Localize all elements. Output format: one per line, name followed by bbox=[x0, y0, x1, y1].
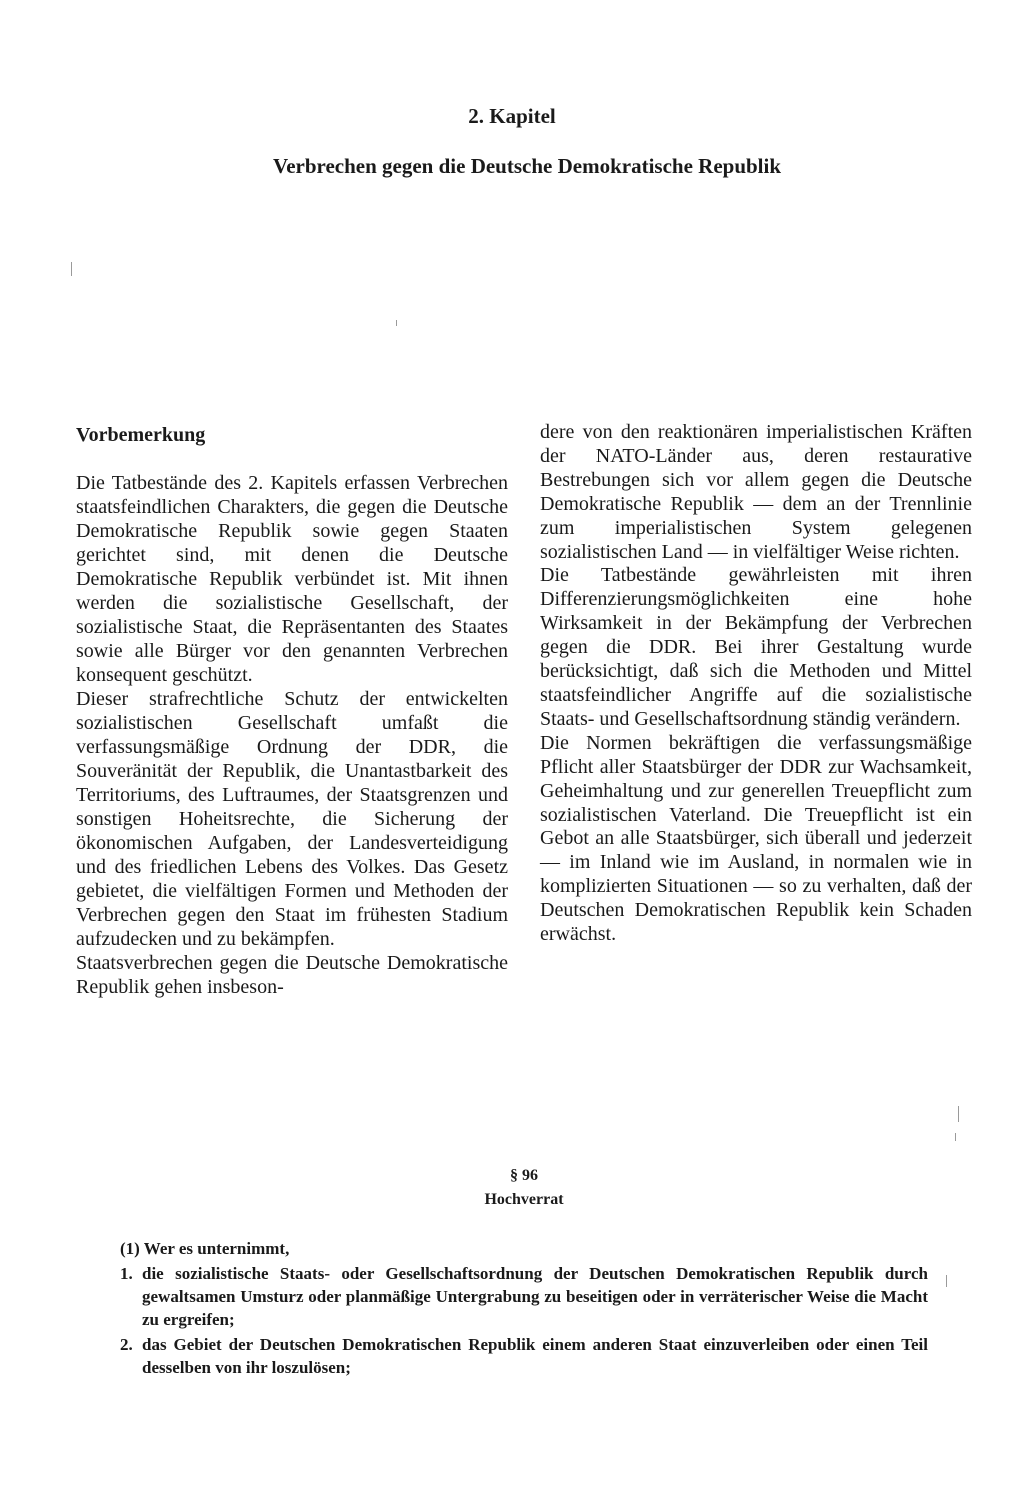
preliminary-remark bbox=[76, 421, 972, 999]
section-provision bbox=[120, 1237, 928, 1379]
remark-heading: Vorbemerkung bbox=[76, 424, 206, 446]
provision-item-text: die sozialistische Staats- oder Gesellschaftsordnung der Deutschen Demokratischen Republik durch gewaltsamen Umsturz oder planmäßige Untergrabung zu beseitigen oder in verräterischer Weise die Macht zu ergreifen; bbox=[142, 1264, 928, 1329]
remark-paragraph: Die Tatbestände gewährleisten mit ihren Differenzierungsmöglichkeiten eine hohe Wirksamkeit in der Bekämpfung der Verbrechen gegen die DDR. Bei ihrer Gestaltung wurde berücksichtigt, daß sich die Methoden und Mittel staatsfeindlicher Angriffe auf die sozialistische Staats- und Gesellschaftsordnung ständig verändern. bbox=[540, 564, 972, 730]
scan-mark bbox=[946, 1275, 947, 1287]
remark-paragraph: Staatsverbrechen gegen die Deutsche Demokratische Republik gehen insbeson- bbox=[76, 952, 508, 998]
right-column bbox=[540, 421, 972, 999]
scan-mark bbox=[71, 262, 72, 276]
remark-paragraph: Die Tatbestände des 2. Kapitels erfassen Verbrechen staatsfeindlichen Charakters, die gegen die Deutsche Demokratische Republik sowie gegen Staaten gerichtet sind, mit denen die Deutsche Demokratische Republik verbündet ist. Mit ihnen werden die sozialistische Gesellschaft, der sozialistische Staat, die Repräsentanten des Staates sowie alle Bürger vor den genannten Verbrechen konsequent geschützt. bbox=[76, 472, 508, 686]
provision-item-number: 1. bbox=[120, 1264, 133, 1283]
left-column bbox=[76, 423, 508, 999]
chapter-number: 2. Kapitel bbox=[468, 104, 556, 128]
remark-paragraph: dere von den reaktionären imperialistischen Kräften der NATO-Länder aus, deren restaurative Bestrebungen sich vor allem gegen die Deutsche Demokratische Republik — dem an der Trennlinie zum imperialistischen System gelegenen sozialistischen Land — in vielfältiger Weise richten. bbox=[540, 421, 972, 563]
provision-item bbox=[120, 1262, 928, 1331]
scan-mark bbox=[958, 1106, 959, 1122]
section-title: Hochverrat bbox=[484, 1191, 564, 1208]
section-number: § 96 bbox=[510, 1167, 538, 1184]
provision-item-text: das Gebiet der Deutschen Demokratischen Republik einem anderen Staat einzuverleiben oder einen Teil desselben von ihr loszulösen; bbox=[142, 1335, 928, 1377]
remark-paragraph: Dieser strafrechtliche Schutz der entwickelten sozialistischen Gesellschaft umfaßt die verfassungsmäßige Ordnung der DDR, die Souveränität der Republik, die Unantastbarkeit des Territoriums, des Luftraumes, der Staatsgrenzen und sonstigen Hoheitsrechte, die Sicherung der ökonomischen Aufgaben, der Landesverteidigung und des friedlichen Lebens des Volkes. Das Gesetz gebietet, die vielfältigen Formen und Methoden der Verbrechen gegen den Staat im frühesten Stadium aufzudecken und zu bekämpfen. bbox=[76, 688, 508, 950]
scan-mark bbox=[955, 1133, 956, 1141]
provision-intro: (1) Wer es unternimmt, bbox=[120, 1239, 290, 1258]
provision-item-number: 2. bbox=[120, 1335, 133, 1354]
chapter-title: Verbrechen gegen die Deutsche Demokratische Republik bbox=[272, 154, 782, 178]
scan-mark bbox=[396, 320, 397, 326]
remark-paragraph: Die Normen bekräftigen die verfassungsmäßige Pflicht aller Staatsbürger der DDR zur Wachsamkeit, Geheimhaltung und zur generellen Treuepflicht zum sozialistischen Vaterland. Die Treuepflicht ist ein Gebot an alle Staatsbürger, sich überall und jederzeit — im Inland wie im Ausland, in normalen wie in komplizierten Situationen — so zu verhalten, daß der Deutschen Demokratischen Republik kein Schaden erwächst. bbox=[540, 731, 972, 946]
provision-item bbox=[120, 1333, 928, 1379]
